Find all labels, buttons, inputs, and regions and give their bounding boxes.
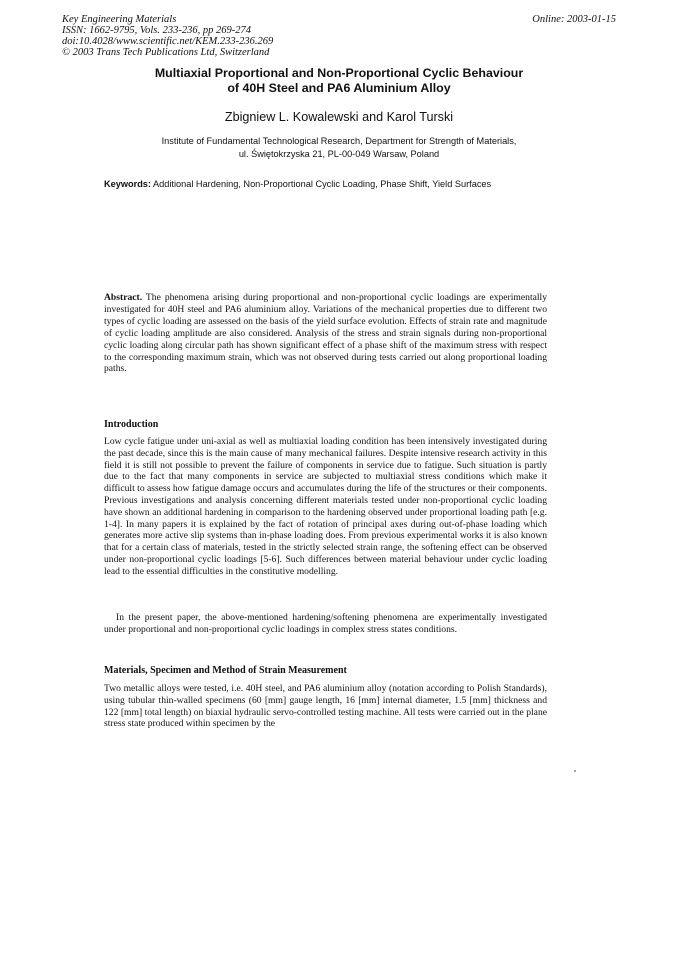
running-header xyxy=(62,14,273,58)
introduction-heading: Introduction xyxy=(104,419,159,430)
authors: Zbigniew L. Kowalewski and Karol Turski xyxy=(224,110,454,124)
introduction-paragraph-2: In the present paper, the above-mentioned hardening/softening phenomena are experimentally investigated under proportional and non-proportional cyclic loadings in complex stress states conditions. xyxy=(104,612,547,635)
doi-line: doi:10.4028/www.scientific.net/KEM.233-236.269 xyxy=(62,36,274,47)
abstract-text: The phenomena arising during proportional and non-proportional cyclic loadings are experimentally investigated for 40H steel and PA6 aluminium alloy. Variations of the mechanical properties due to different two types of cyclic loading are assessed on the basis of the yield surface evolution. Effects of strain rate and magnitude of cyclic loading amplitude are also considered. Analysis of the stress and strain signals during non-proportional cyclic loading along circular path has shown significant effect of a phase shift of the maximum stress with respect to the corresponding maximum strain, which was not observed during tests carried out along proportional loading paths. xyxy=(104,292,547,375)
abstract-label: Abstract. xyxy=(104,292,143,303)
keywords xyxy=(104,178,574,190)
affiliation xyxy=(60,135,618,160)
journal-name: Key Engineering Materials xyxy=(62,14,177,25)
materials-paragraph-1: Two metallic alloys were tested, i.e. 40H steel, and PA6 aluminium alloy (notation according to Polish Standards), using tubular thin-walled specimens (60 [mm] gauge length, 16 [mm] internal diameter, 1.5 [mm] thickness and 122 [mm] total length) on biaxial hydraulic servo-controlled testing machine. All tests were carried out in the plane stress state produced within specimen by the xyxy=(104,683,547,730)
keywords-text: Additional Hardening, Non-Proportional Cyclic Loading, Phase Shift, Yield Surfaces xyxy=(153,179,492,189)
materials-heading: Materials, Specimen and Method of Strain Measurement xyxy=(104,665,347,676)
title-line-1: Multiaxial Proportional and Non-Proportional Cyclic Behaviour xyxy=(154,66,524,80)
introduction-paragraph-1: Low cycle fatigue under uni-axial as well as multiaxial loading condition has been intensively investigated during the past decade, since this is the main cause of many mechanical failures. Despite intensive research activity in this field it is still not possible to prevent the failure of components in service due to fatigue. Such situation is partly due to the fact that many components in service are subjected to multiaxial stress conditions which make it difficult to assess how fatigue damage occurs and accumulates during the life of the structures or their components. Previous investigations and analysis concerning different materials tested under non-proportional cyclic loading have shown an additional hardening in comparison to the hardening observed under proportional loading path [e.g. 1-4]. In many papers it is explained by the fact of rotation of principal axes during out-of-phase loading which generates more active slip systems than in-phase loading does. From previous experimental works it is also known that for a certain class of materials, tested in the strictly selected strain range, the softening effect can be observed under non-proportional cyclic loadings [5-6]. Such differences between material behaviour under cyclic loading lead to the essential difficulties in the constitutive modelling. xyxy=(104,436,547,577)
scan-speck xyxy=(574,770,576,772)
copyright-line: © 2003 Trans Tech Publications Ltd, Switzerland xyxy=(62,47,270,58)
affiliation-line-1: Institute of Fundamental Technological Research, Department for Strength of Materials, xyxy=(161,136,517,146)
online-date: Online: 2003-01-15 xyxy=(532,14,616,25)
keywords-label: Keywords: xyxy=(104,179,151,189)
paper-title xyxy=(60,66,618,96)
title-line-2: of 40H Steel and PA6 Aluminium Alloy xyxy=(227,81,451,95)
abstract xyxy=(104,292,547,375)
issn-line: ISSN: 1662-9795, Vols. 233-236, pp 269-274 xyxy=(62,25,251,36)
affiliation-line-2: ul. Świętokrzyska 21, PL-00-049 Warsaw, Poland xyxy=(238,148,440,159)
